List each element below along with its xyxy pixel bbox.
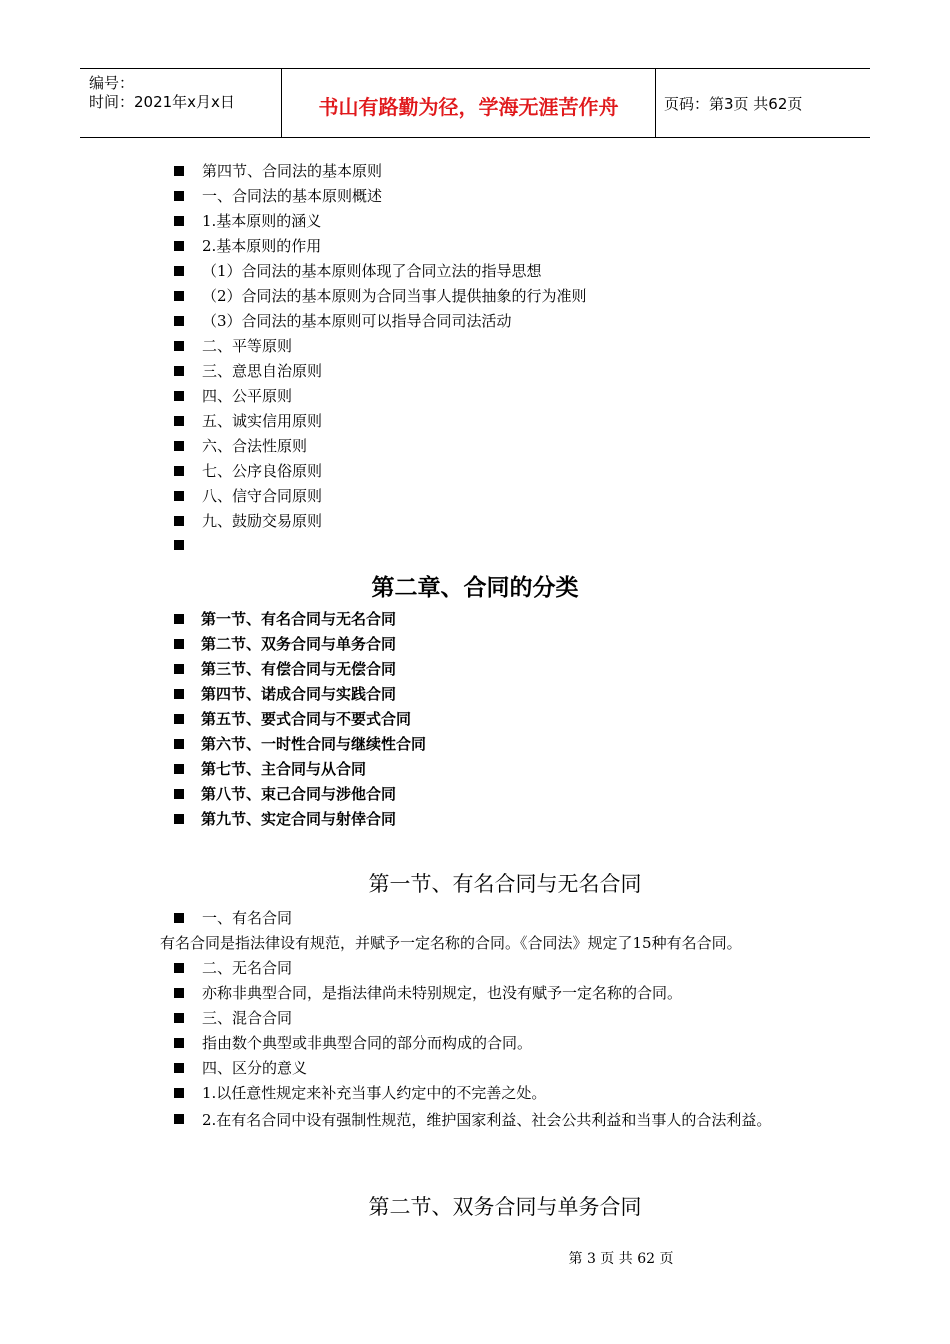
bullet-icon xyxy=(174,1088,184,1098)
bullet-icon xyxy=(174,391,184,401)
list-item: 二、平等原则 xyxy=(174,336,292,356)
list-item: 2.基本原则的作用 xyxy=(174,236,321,256)
list-item: 六、合法性原则 xyxy=(174,436,307,456)
page-label: 页码：第3页 共62页 xyxy=(664,95,803,113)
list-item: 亦称非典型合同，是指法律尚未特别规定，也没有赋予一定名称的合同。 xyxy=(174,983,682,1003)
bullet-icon xyxy=(174,241,184,251)
bullet-icon xyxy=(174,291,184,301)
bullet-icon xyxy=(174,316,184,326)
list-item: 二、无名合同 xyxy=(174,958,292,978)
toc-item: 第一节、有名合同与无名合同 xyxy=(174,609,396,629)
list-item: （1）合同法的基本原则体现了合同立法的指导思想 xyxy=(174,261,542,281)
header-motto-cell xyxy=(281,69,656,137)
document-header xyxy=(80,68,870,138)
page-footer: 第 3 页 共 62 页 xyxy=(568,1251,674,1267)
list-item: （2）合同法的基本原则为合同当事人提供抽象的行为准则 xyxy=(174,286,587,306)
list-item: 1.以任意性规定来补充当事人约定中的不完善之处。 xyxy=(174,1083,546,1103)
bullet-icon xyxy=(174,664,184,674)
bullet-icon xyxy=(174,1013,184,1023)
time-label: 时间：2021年x月x日 xyxy=(89,93,235,111)
bullet-icon xyxy=(174,341,184,351)
toc-item: 第七节、主合同与从合同 xyxy=(174,759,366,779)
header-meta-cell xyxy=(80,69,281,137)
list-item: 四、公平原则 xyxy=(174,386,292,406)
list-item: 指由数个典型或非典型合同的部分而构成的合同。 xyxy=(174,1033,532,1053)
toc-item: 第三节、有偿合同与无偿合同 xyxy=(174,659,396,679)
list-item: 1.基本原则的涵义 xyxy=(174,211,321,231)
list-item: 九、鼓励交易原则 xyxy=(174,511,322,531)
header-page-cell xyxy=(656,69,870,137)
list-item: 一、有名合同 xyxy=(174,908,292,928)
toc-item: 第五节、要式合同与不要式合同 xyxy=(174,709,411,729)
list-item: 四、区分的意义 xyxy=(174,1058,307,1078)
toc-item: 第六节、一时性合同与继续性合同 xyxy=(174,734,426,754)
bullet-icon xyxy=(174,516,184,526)
number-label: 编号： xyxy=(89,74,135,92)
bullet-icon xyxy=(174,614,184,624)
toc-item: 第八节、束己合同与涉他合同 xyxy=(174,784,396,804)
section-title: 第一节、有名合同与无名合同 xyxy=(368,872,642,896)
list-item: 五、诚实信用原则 xyxy=(174,411,322,431)
bullet-icon xyxy=(174,739,184,749)
bullet-icon xyxy=(174,714,184,724)
motto-text: 书山有路勤为径，学海无涯苦作舟 xyxy=(318,95,619,119)
list-item: 三、意思自治原则 xyxy=(174,361,322,381)
paragraph: 有名合同是指法律设有规范，并赋予一定名称的合同。《合同法》规定了15种有名合同。 xyxy=(160,934,742,952)
toc-item: 第二节、双务合同与单务合同 xyxy=(174,634,396,654)
bullet-icon xyxy=(174,913,184,923)
toc-item: 第四节、诺成合同与实践合同 xyxy=(174,684,396,704)
bullet-icon xyxy=(174,466,184,476)
section-title: 第二节、双务合同与单务合同 xyxy=(368,1195,642,1219)
list-item: 一、合同法的基本原则概述 xyxy=(174,186,382,206)
bullet-icon xyxy=(174,1038,184,1048)
bullet-icon xyxy=(174,540,184,550)
bullet-icon xyxy=(174,988,184,998)
list-item: 三、混合合同 xyxy=(174,1008,292,1028)
bullet-icon xyxy=(174,491,184,501)
bullet-icon xyxy=(174,789,184,799)
bullet-icon xyxy=(174,963,184,973)
bullet-icon xyxy=(174,814,184,824)
chapter-title: 第二章、合同的分类 xyxy=(371,575,579,601)
list-item: 2.在有名合同中设有强制性规范，维护国家利益、社会公共利益和当事人的合法利益。 xyxy=(174,1108,814,1132)
bullet-icon xyxy=(174,764,184,774)
bullet-icon xyxy=(174,266,184,276)
bullet-icon xyxy=(174,1114,184,1124)
bullet-icon xyxy=(174,166,184,176)
bullet-icon xyxy=(174,689,184,699)
bullet-icon xyxy=(174,366,184,376)
bullet-icon xyxy=(174,639,184,649)
bullet-icon xyxy=(174,1063,184,1073)
bullet-icon xyxy=(174,416,184,426)
list-item: 第四节、合同法的基本原则 xyxy=(174,161,382,181)
bullet-icon xyxy=(174,191,184,201)
list-item: 七、公序良俗原则 xyxy=(174,461,322,481)
list-item: 八、信守合同原则 xyxy=(174,486,322,506)
bullet-icon xyxy=(174,441,184,451)
toc-item: 第九节、实定合同与射倖合同 xyxy=(174,809,396,829)
list-item xyxy=(174,535,202,555)
list-item: （3）合同法的基本原则可以指导合同司法活动 xyxy=(174,311,512,331)
bullet-icon xyxy=(174,216,184,226)
